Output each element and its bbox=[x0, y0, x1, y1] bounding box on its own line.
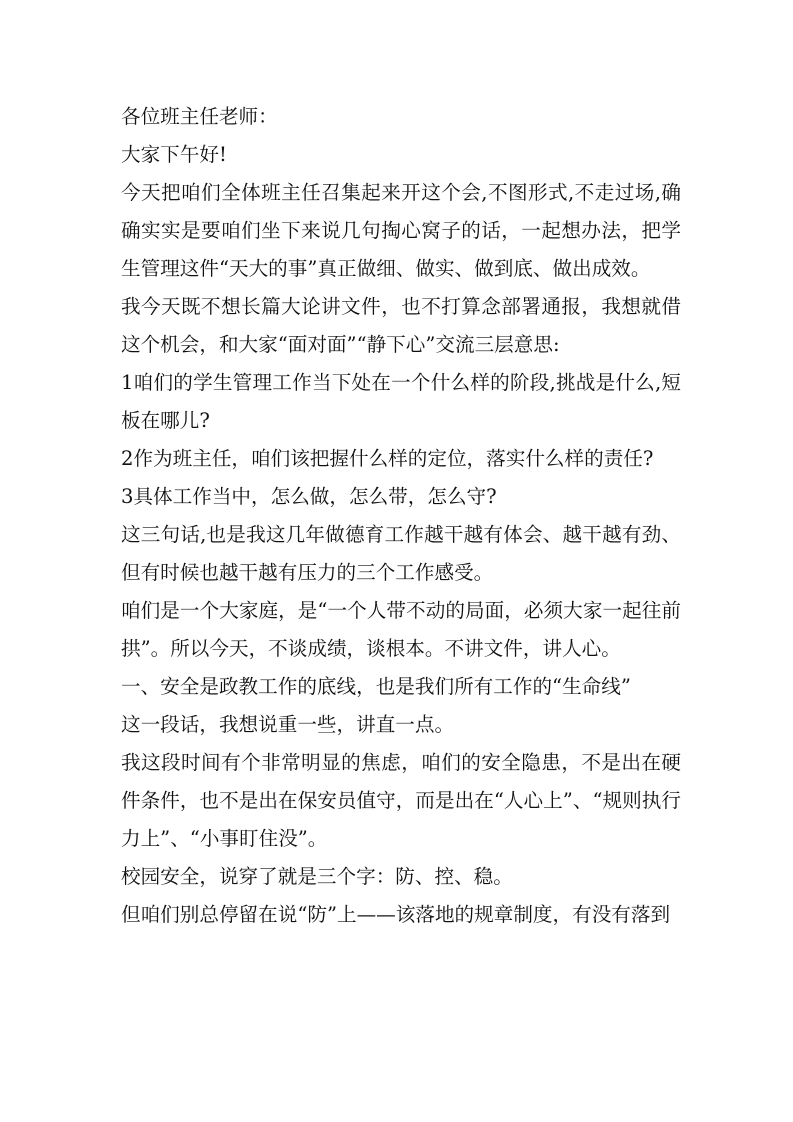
section-heading-safety: 一、安全是政教工作的底线，也是我们所有工作的“生命线” bbox=[121, 675, 631, 698]
document-body bbox=[121, 98, 681, 934]
paragraph-family: 咱们是一个大家庭，是“一个人带不动的局面，必须大家一起往前拱”。所以今天，不谈成绩，谈根本。不讲文件，讲人心。 bbox=[121, 599, 681, 660]
paragraph-prevention: 但咱们别总停留在说“防”上——该落地的规章制度，有没有落到 bbox=[121, 903, 671, 926]
paragraph-intro: 今天把咱们全体班主任召集起来开这个会,不图形式,不走过场,确确实实是要咱们坐下来说几句掏心窝子的话，一起想办法，把学生管理这件“天大的事”真正做细、做实、做到底、做出成效。 bbox=[121, 181, 681, 280]
point-3: 3具体工作当中，怎么做，怎么带，怎么守? bbox=[121, 485, 497, 508]
paragraph-feelings: 这三句话,也是我这几年做德育工作越干越有体会、越干越有劲、但有时候也越干越有压力的三个工作感受。 bbox=[121, 523, 681, 584]
point-2: 2作为班主任，咱们该把握什么样的定位，落实什么样的责任? bbox=[121, 447, 654, 470]
greeting: 大家下午好! bbox=[121, 143, 227, 166]
paragraph-anxiety: 我这段时间有个非常明显的焦虑，咱们的安全隐患，不是出在硬件条件，也不是出在保安员值守，而是出在“人心上”、“规则执行力上”、“小事盯住没”。 bbox=[121, 751, 681, 850]
paragraph-three-words: 校园安全，说穿了就是三个字：防、控、稳。 bbox=[121, 865, 513, 888]
salutation: 各位班主任老师： bbox=[121, 105, 278, 128]
point-1: 1咱们的学生管理工作当下处在一个什么样的阶段,挑战是什么,短板在哪儿? bbox=[121, 371, 681, 432]
paragraph-direct: 这一段话，我想说重一些，讲直一点。 bbox=[121, 713, 455, 736]
paragraph-purpose: 我今天既不想长篇大论讲文件，也不打算念部署通报，我想就借这个机会，和大家“面对面”“静下心”交流三层意思: bbox=[121, 295, 681, 356]
